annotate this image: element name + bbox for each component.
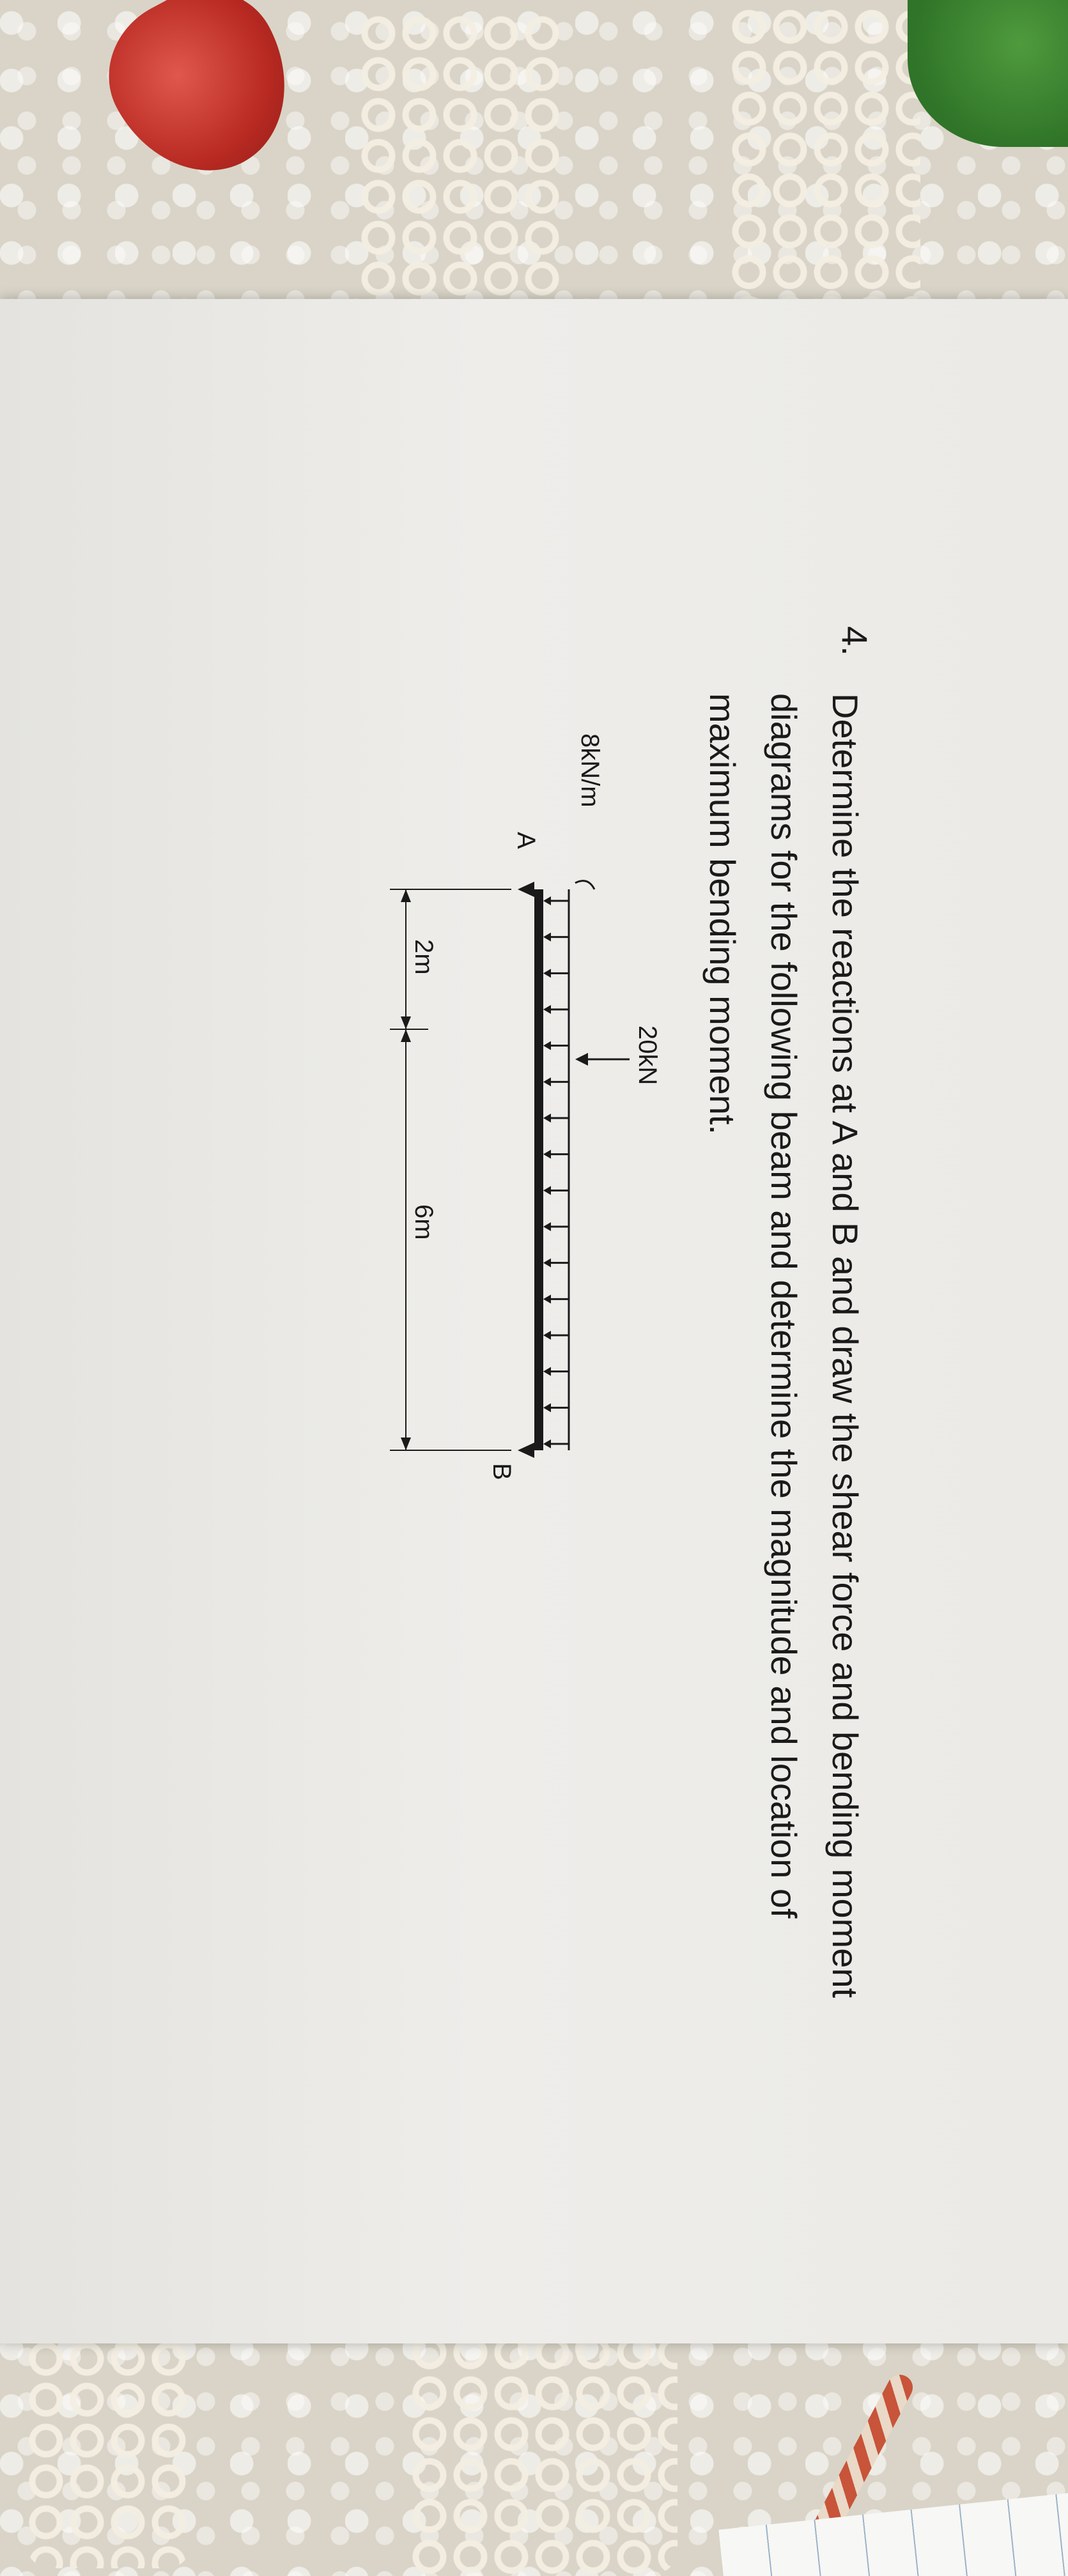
lace-pattern — [729, 6, 920, 313]
udl-arrow-head — [543, 1077, 551, 1086]
udl-arrow-head — [543, 1331, 551, 1340]
udl-arrow-head — [543, 1259, 551, 1268]
lace-pattern — [358, 13, 562, 307]
udl-arrow-head — [543, 969, 551, 977]
dimension-1-label: 2m — [410, 939, 438, 975]
support-b-label: B — [488, 1463, 516, 1480]
point-load-label: 20kN — [633, 1025, 662, 1085]
question-number: 4. — [835, 626, 875, 656]
udl-arrow-head — [543, 1186, 551, 1195]
udl-arrow-head — [543, 1294, 551, 1303]
question-content — [45, 626, 876, 2096]
udl-arrow-head — [543, 1005, 551, 1014]
distributed-load-label: 8kN/m — [576, 733, 604, 808]
distributed-load-arrows — [543, 896, 569, 1448]
udl-arrow-head — [543, 1403, 551, 1412]
dimension-2-label: 6m — [410, 1204, 438, 1240]
beam — [534, 889, 543, 1450]
udl-arrow-head — [543, 1367, 551, 1376]
udl-arrow-head — [543, 1150, 551, 1159]
lace-pattern — [26, 2338, 192, 2568]
udl-arrow-head — [543, 896, 551, 905]
udl-arrow-head — [543, 1439, 551, 1448]
support-a-label: A — [512, 832, 540, 849]
udl-arrow-head — [543, 933, 551, 942]
lace-pattern — [409, 2332, 677, 2575]
support-a — [518, 882, 534, 897]
dimension-lines — [390, 889, 511, 1450]
question-text: Determine the reactions at A and B and draw the shear force and bending moment diagrams for the following beam and determine the magnitude and location of maximum bending moment. — [702, 693, 865, 1998]
point-load-arrow — [575, 1053, 630, 1066]
support-b — [518, 1443, 534, 1458]
udl-arrow-head — [543, 1222, 551, 1231]
load-start-curl — [575, 881, 594, 889]
udl-arrow-head — [543, 1041, 551, 1050]
udl-arrow-head — [543, 1114, 551, 1123]
beam-diagram — [45, 626, 876, 2096]
